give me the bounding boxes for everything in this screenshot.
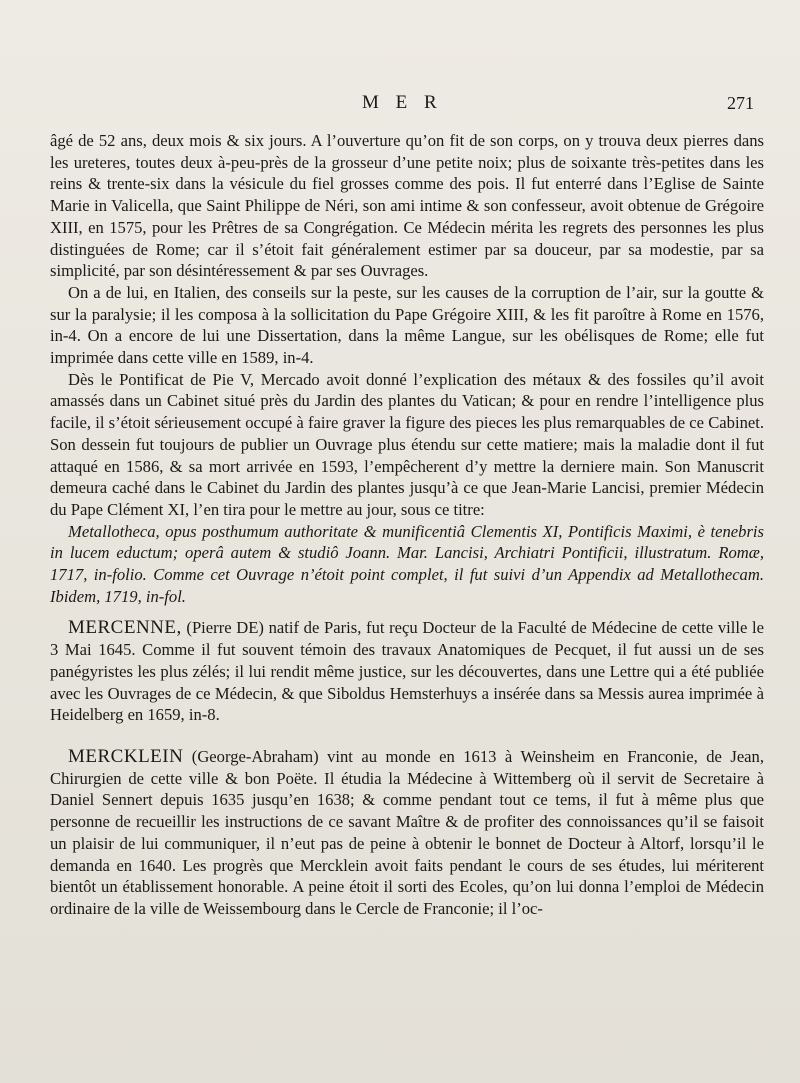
entry-mercenne (50, 617, 764, 726)
page-number: 271 (727, 93, 754, 113)
paragraph-continuation: âgé de 52 ans, deux mois & six jours. A l’ouverture qu’on fit de son corps, on y trouva deux pierres dans les ureteres, toutes deux à-peu-près de la grosseur d’une petite noix; plus de soixante très-petites dans les reins & trente-six dans la vésicule du fiel grosses comme des pois. Il fut enterré dans l’Eglise de Sainte Marie in Valicella, que Saint Philippe de Néri, son ami intime & son confesseur, avoit obtenue de Grégoire XIII, en 1575, pour les Prêtres de sa Congrégation. Ce Médecin mérita les regrets des personnes les plus distinguées de Rome; car il s’étoit fait généralement estimer par sa douceur, par sa modestie, par sa simplicité, par son désintéressement & par ses Ouvrages. (50, 131, 764, 281)
paragraph-italian-works: On a de lui, en Italien, des conseils sur la peste, sur les causes de la corruption de l’air, sur la goutte & sur la paralysie; il les composa à la sollicitation du Pape Grégoire XIII, & les fit paroître à Rome en 1576, in-4. On a encore de lui une Dissertation, dans la même Langue, sur les obélisques de Rome; elle fut imprimée dans cette ville en 1589, in-4. (50, 282, 764, 368)
page-header (0, 92, 800, 118)
body-text (50, 130, 764, 920)
entry-mercklein (50, 746, 764, 920)
entry-headword: MERCENNE, (68, 617, 182, 639)
running-title: M E R (362, 92, 443, 113)
paragraph-metallotheca: Dès le Pontificat de Pie V, Mercado avoit donné l’explication des métaux & des fossiles qu’il avoit amassés dans un Cabinet situé près du Jardin des plantes du Vatican; & pour en rendre l’intelligence plus facile, il s’étoit sérieusement occupé à faire graver la figure des pieces les plus remarquables de ce Cabinet. Son dessein fut toujours de publier un Ouvrage plus étendu sur cette matiere; mais la maladie dont il fut attaqué en 1586, & sa mort arrivée en 1593, l’empêcherent d’y mettre la derniere main. Son Manuscrit demeura caché dans le Cabinet du Jardin des plantes jusqu’à ce que Jean-Marie Lancisi, premier Médecin du Pape Clément XI, l’en tira pour le mettre au jour, sous ce titre: (50, 369, 764, 519)
paragraph-citation: Metallotheca, opus posthumum authoritate & munificentiâ Clementis XI, Pontificis Maximi, è tenebris in lucem eductum; operâ autem & studiô Joann. Mar. Lancisi, Archiatri Pontificii, illustratum. Romæ, 1717, in-folio. Comme cet Ouvrage n’étoit point complet, il fut suivi d’un Appendix ad Metallothecam. Ibidem, 1719, in-fol. (50, 521, 764, 606)
entry-headword: MERCKLEIN (68, 745, 184, 767)
entry-body: (Pierre DE) natif de Paris, fut reçu Docteur de la Faculté de Médecine de cette ville le 3 Mai 1645. Comme il fut souvent témoin des travaux Anatomiques de Pecquet, il fut aussi un de ses panégyristes les plus zélés; il lui rendit même justice, sur les découvertes, dans une Lettre qui a été publiée avec les Ouvrages de ce Médecin, & que Siboldus Hemsterhuys a insérée dans sa Messis aurea imprimée à Heidelberg en 1659, in-8. (50, 618, 764, 725)
entry-body: (George-Abraham) vint au monde en 1613 à Weinsheim en Franconie, de Jean, Chirurgien de cette ville & bon Poëte. Il étudia la Médecine à Wittemberg où il servit de Secretaire à Daniel Sennert depuis 1635 jusqu’en 1638; & comme pendant tout ce tems, il fut à même plus que personne de recueillir les instructions de ce savant Maître & de profiter des connoissances qu’il se faisoit un plaisir de lui communiquer, il n’eut pas de peine à obtenir le bonnet de Docteur à Altorf, lorsqu’il le demanda en 1640. Les progrès que Mercklein avoit faits pendant le cours de ses études, lui mériterent bientôt un établissement honorable. A peine étoit il sorti des Ecoles, qu’on lui donna l’emploi de Médecin ordinaire de la ville de Weissembourg dans le Cercle de Franconie; il l’oc- (50, 746, 764, 918)
